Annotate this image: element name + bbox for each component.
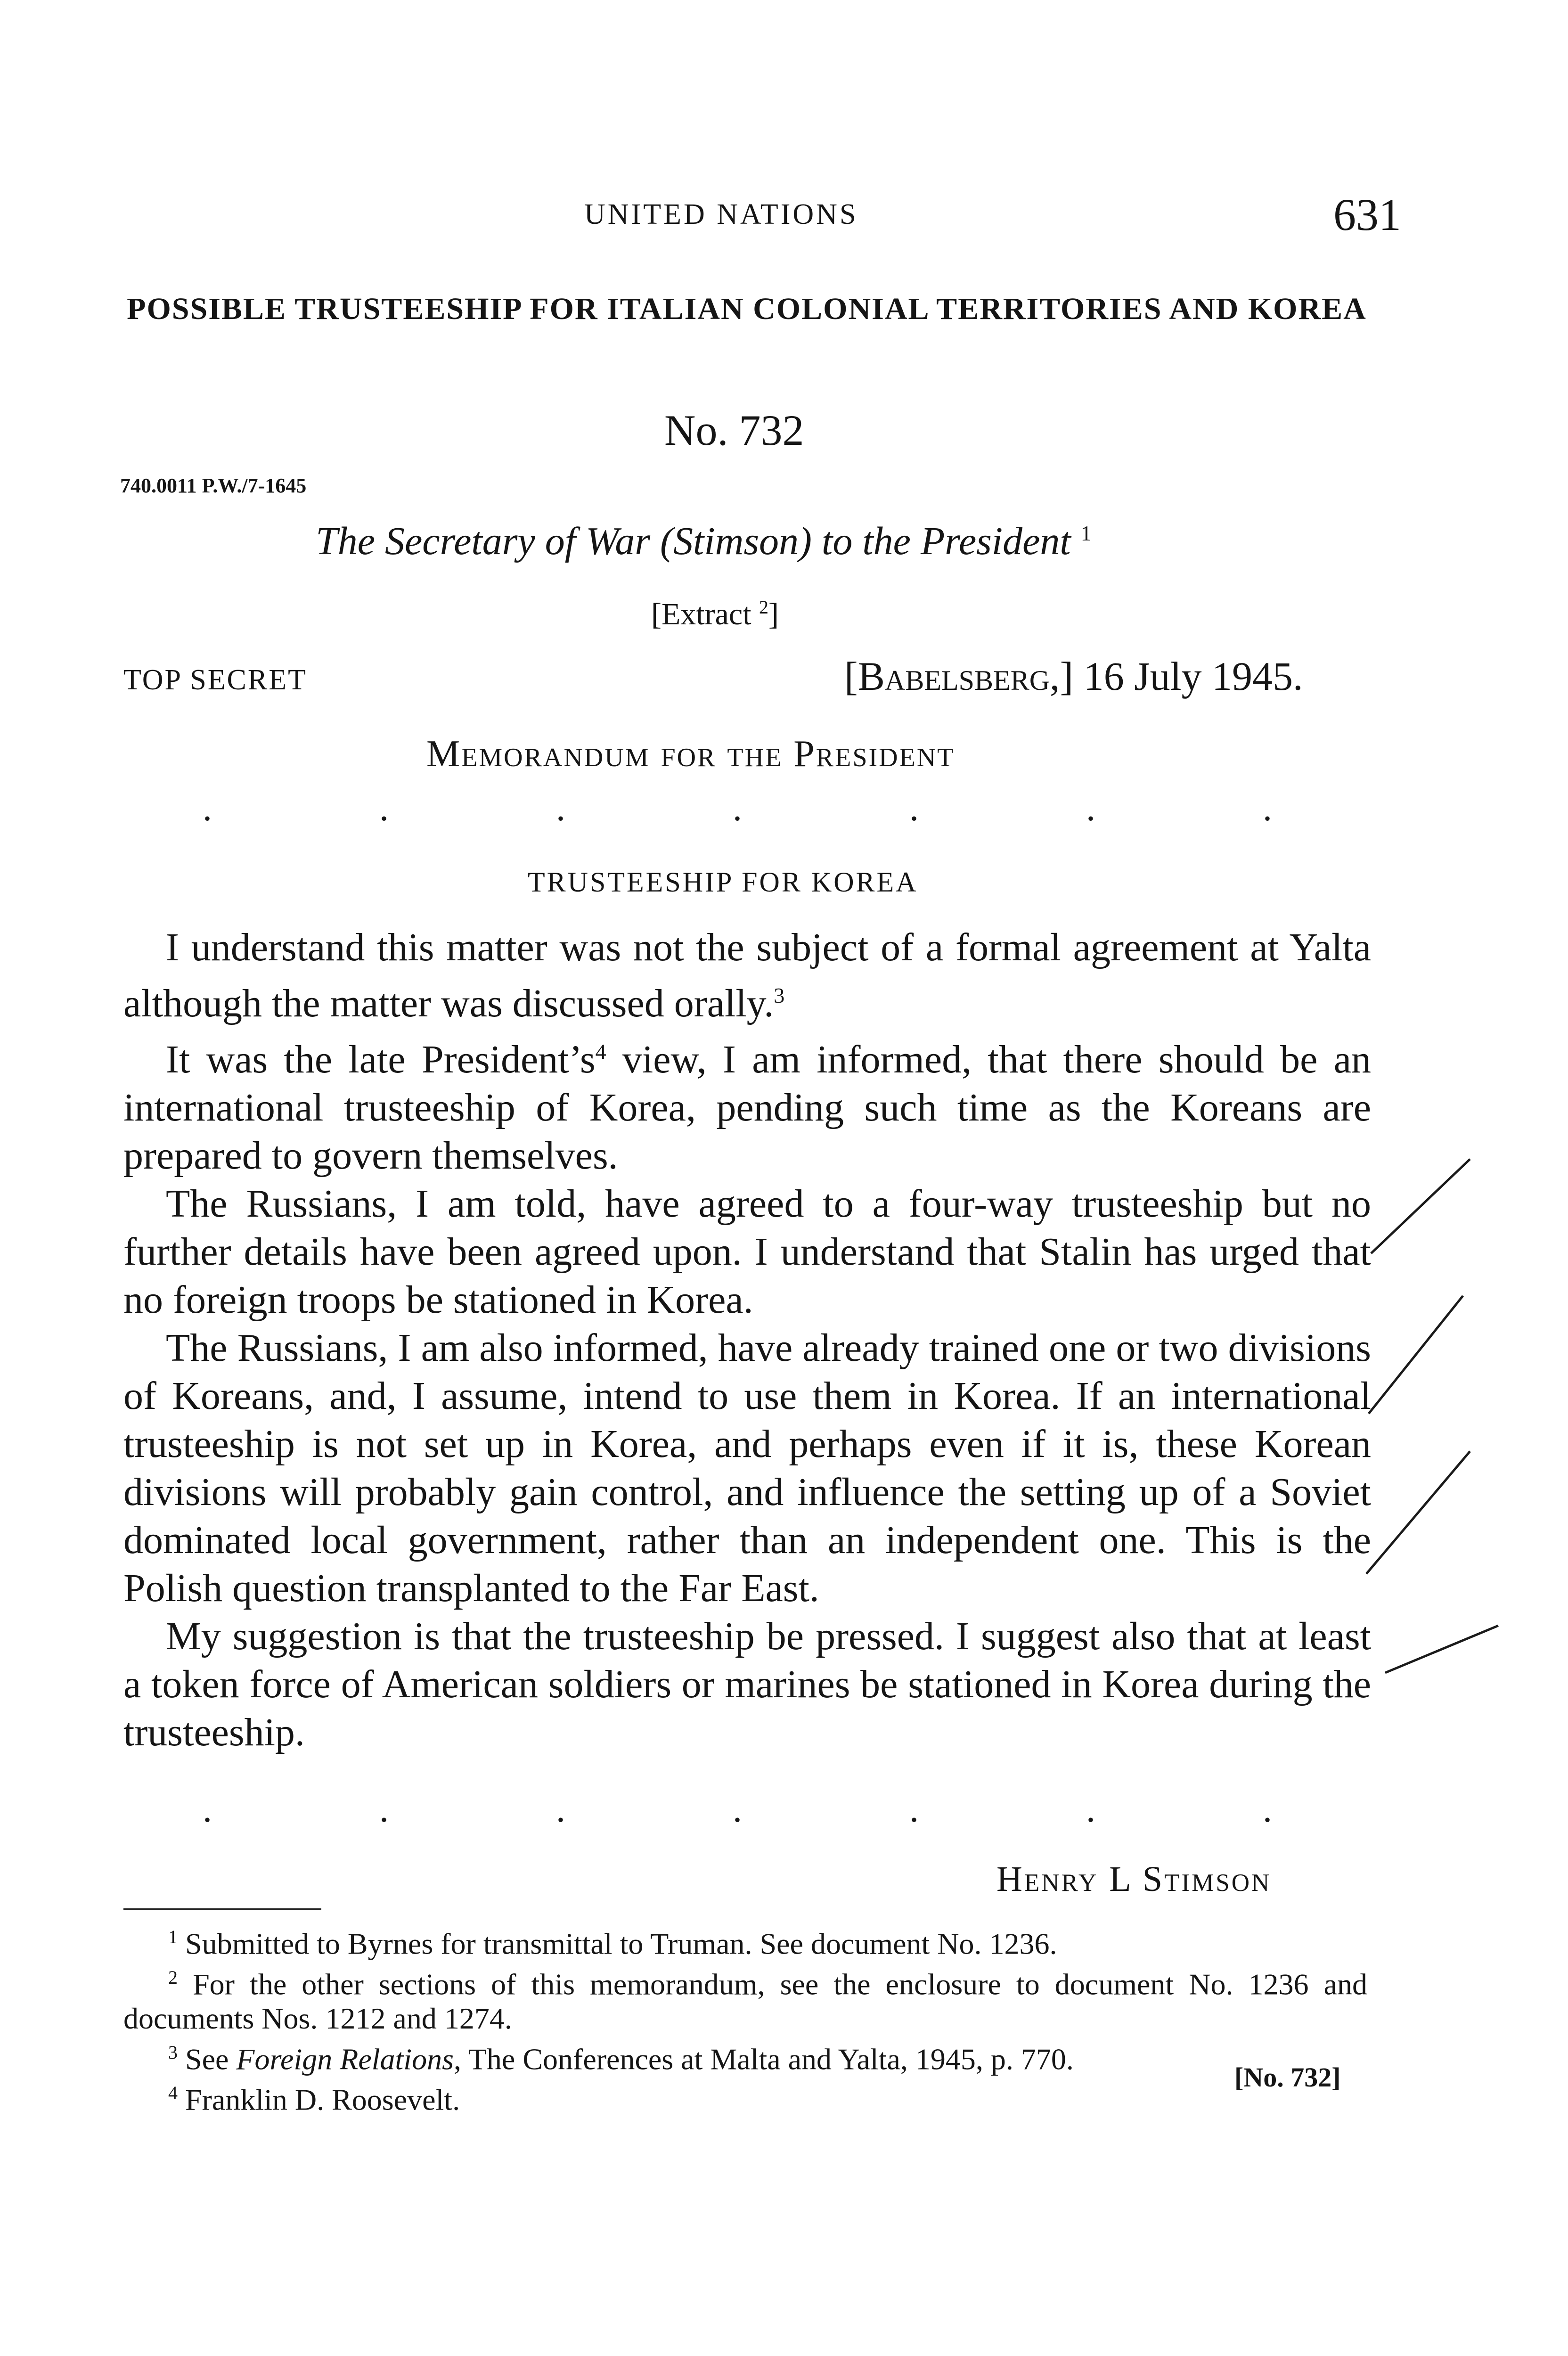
footnote-rule	[123, 1908, 321, 1910]
dateline-place: [Babelsberg,]	[844, 654, 1074, 699]
ellipsis-dot: .	[556, 787, 565, 829]
ellipsis-dot: .	[203, 1789, 212, 1830]
memo-body	[123, 924, 1371, 1757]
footnote-mark: 2	[168, 1967, 178, 1988]
footnote-text: See	[178, 2042, 237, 2076]
footnote-ref-2[interactable]: 2	[759, 597, 769, 618]
signature: Henry L Stimson	[996, 1859, 1272, 1899]
footnote-1	[123, 1920, 1367, 1961]
ellipsis-dot: .	[1086, 1789, 1095, 1830]
ellipsis-dot: .	[909, 787, 919, 829]
footnote-citation-title: Foreign Relations	[236, 2042, 454, 2076]
subheading: TRUSTEESHIP FOR KOREA	[528, 867, 918, 898]
extract-label	[651, 596, 779, 632]
ellipsis-dot: .	[733, 787, 742, 829]
document-number: No. 732	[664, 406, 804, 454]
heading-text: The Secretary of War (Stimson) to the President	[316, 519, 1071, 563]
extract-close: ]	[768, 597, 779, 631]
paragraph-text: It was the late President’s	[166, 1038, 596, 1081]
paragraph: The Russians, I am also informed, have already trained one or two divisions of Koreans, and, I assume, intend to use them in Korea. If an international trusteeship is not set up in Korea, and perhaps even if it is, these Korean divisions will probably gain control, and influence the setting up of a Soviet dominated local government, rather than an independent one. This is the Polish question transplanted to the Far East.	[123, 1326, 1371, 1610]
ellipsis-row	[203, 1788, 1272, 1831]
ellipsis-dot: .	[733, 1789, 742, 1830]
paragraph	[123, 1028, 1371, 1180]
footnote-2	[123, 1961, 1367, 2035]
dateline-date: 16 July 1945.	[1083, 654, 1303, 699]
memo-heading: Memorandum for the President	[426, 733, 955, 775]
document-reference: [No. 732]	[1234, 2062, 1341, 2093]
ellipsis-dot: .	[1263, 787, 1272, 829]
dateline	[844, 653, 1303, 700]
section-title: POSSIBLE TRUSTEESHIP FOR ITALIAN COLONIAL TERRITORIES AND KOREA	[127, 292, 1367, 326]
footnote-ref-1[interactable]: 1	[1080, 521, 1092, 545]
file-number: 740.0011 P.W./7-1645	[120, 474, 307, 497]
ellipsis-dot: .	[556, 1789, 565, 1830]
paragraph-text: view, I am informed, that there should be an international trusteeship of Korea, pending such time as the Koreans are prepared to govern themselves.	[123, 1038, 1371, 1178]
footnote-4	[123, 2076, 1367, 2117]
footnote-mark: 3	[168, 2041, 178, 2063]
ellipsis-dot: .	[1263, 1789, 1272, 1830]
ellipsis-dot: .	[203, 787, 212, 829]
paragraph-text: I understand this matter was not the subject of a formal agreement at Yalta although the matter was discussed orally.	[123, 925, 1371, 1025]
extract-text: [Extract	[651, 597, 751, 631]
footnote-mark: 4	[168, 2082, 178, 2103]
footnote-ref-3[interactable]: 3	[774, 983, 785, 1007]
classification: TOP SECRET	[123, 664, 308, 696]
paragraph	[123, 924, 1371, 1028]
paragraph: The Russians, I am told, have agreed to a four-way trusteeship but no further details have been agreed upon. I understand that Stalin has urged that no foreign troops be stationed in Korea.	[123, 1182, 1371, 1322]
handwritten-margin-marks	[1357, 1150, 1536, 1743]
page-number: 631	[1333, 189, 1401, 240]
running-head: UNITED NATIONS	[584, 198, 858, 230]
footnotes	[123, 1920, 1367, 2117]
paragraph: My suggestion is that the trusteeship be pressed. I suggest also that at least a token force of American soldiers or marines be stationed in Korea during the trusteeship.	[123, 1614, 1371, 1754]
footnote-text: , The Conferences at Malta and Yalta, 1945, p. 770.	[453, 2042, 1074, 2076]
ellipsis-dot: .	[909, 1789, 919, 1830]
footnote-ref-4[interactable]: 4	[595, 1039, 606, 1063]
footnote-mark: 1	[168, 1926, 178, 1947]
ellipsis-dot: .	[379, 787, 389, 829]
footnote-text: Franklin D. Roosevelt.	[178, 2083, 460, 2117]
footnote-3	[123, 2036, 1367, 2076]
footnote-text: For the other sections of this memorandum, see the enclosure to document No. 1236 and documents Nos. 1212 and 1274.	[123, 1967, 1367, 2035]
ellipsis-row	[203, 787, 1272, 830]
footnote-text: Submitted to Byrnes for transmittal to Truman. See document No. 1236.	[178, 1927, 1057, 1961]
ellipsis-dot: .	[1086, 787, 1095, 829]
ellipsis-dot: .	[379, 1789, 389, 1830]
document-heading	[316, 518, 1092, 564]
